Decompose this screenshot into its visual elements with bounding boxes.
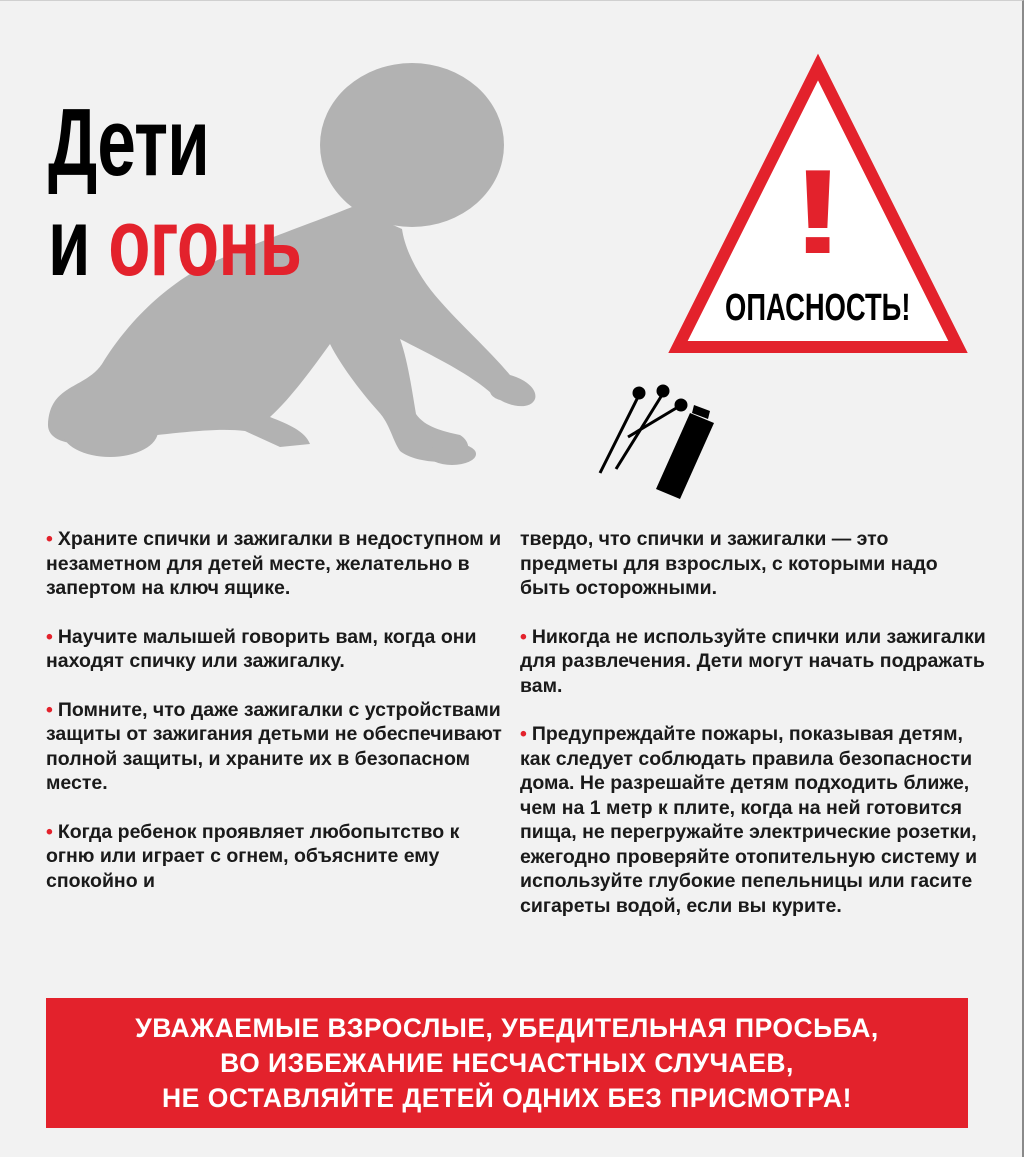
title-line-fire <box>48 189 302 296</box>
tip-text: Предупреждайте пожары, показывая детям, как следует соблюдать правила безопасности дома. Не разрешайте детям подходить ближе, чем на 1 метр к плите, когда на ней готовится пища, не перегружайте электрические розетки, ежегодно проверяйте отопительную систему и используйте глубокие пепельницы или гасите сигареты водой, если вы курите. <box>520 723 978 917</box>
banner-line-1: УВАЖАЕМЫЕ ВЗРОСЛЫЕ, УБЕДИТЕЛЬНАЯ ПРОСЬБА, <box>135 1012 879 1043</box>
tip-item <box>46 625 506 674</box>
banner-line-3: НЕ ОСТАВЛЯЙТЕ ДЕТЕЙ ОДНИХ БЕЗ ПРИСМОТРА! <box>162 1082 852 1113</box>
tip-item <box>46 698 506 796</box>
tip-text: Никогда не используйте спички или зажигалки для развлечения. Дети могут начать подражать вам. <box>520 625 986 697</box>
tip-item <box>520 722 990 918</box>
bullet: • <box>46 820 53 843</box>
bullet: • <box>520 625 527 648</box>
tip-item <box>46 820 506 894</box>
appeal-banner <box>46 998 968 1128</box>
tip-text: Научите малышей говорить вам, когда они находят спичку или зажигалку. <box>46 625 477 672</box>
tip-item <box>46 527 506 601</box>
lighter-icon <box>656 405 714 499</box>
bullet: • <box>46 625 53 648</box>
matches-and-lighter-icon <box>590 379 730 501</box>
title-fire-word: огонь <box>108 189 302 296</box>
banner-line-2: ВО ИЗБЕЖАНИЕ НЕСЧАСТНЫХ СЛУЧАЕВ, <box>220 1047 794 1078</box>
poster-title <box>48 89 302 296</box>
bullet: • <box>46 698 53 721</box>
tip-text: Храните спички и зажигалки в недоступном и незаметном для детей месте, желательно в запертом на ключ ящике. <box>46 528 502 599</box>
warning-exclamation-mark: ! <box>790 144 846 279</box>
tip-text: Помните, что даже зажигалки с устройствами защиты от зажигания детьми не обеспечивают полной защиты, и храните их в безопасном месте. <box>46 698 502 794</box>
right-text-column <box>520 527 990 942</box>
bullet: • <box>46 528 53 550</box>
tip-continuation: твердо, что спички и зажигалки — это предметы для взрослых, с которыми надо быть осторожными. <box>520 528 938 599</box>
tip-text: Когда ребенок проявляет любопытство к огню или играет с огнем, объясните ему спокойно и <box>46 820 460 892</box>
bullet: • <box>520 723 527 745</box>
title-and-word: и <box>48 189 90 296</box>
warning-label: ОПАСНОСТЬ! <box>725 287 911 329</box>
title-line-children: Дети <box>48 89 210 196</box>
tip-item <box>520 625 990 699</box>
left-text-column <box>46 527 506 917</box>
